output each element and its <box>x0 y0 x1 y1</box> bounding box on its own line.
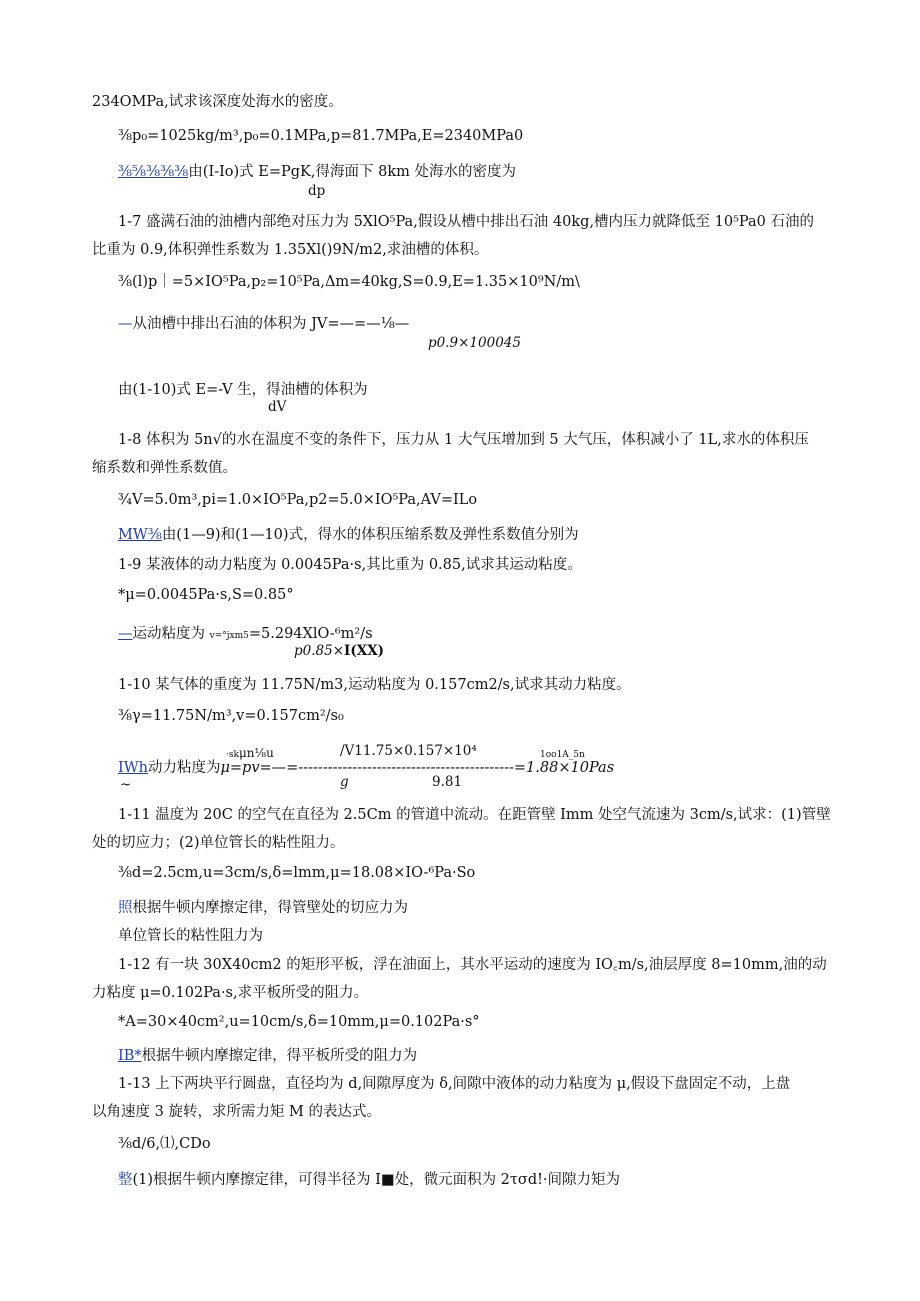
text-line: 由(1-10)式 E=-V 生，得油槽的体积为 <box>118 382 368 398</box>
annotation-mark: 整 <box>118 1172 133 1188</box>
annotation-mark: 照 <box>118 900 133 916</box>
text-span: 动力粘度为 <box>147 760 221 776</box>
text-line: 单位管长的粘性阻力为 <box>118 928 263 944</box>
annotation-mark: MW⅜ <box>118 527 162 543</box>
text-line: *A=30×40cm²,u=10cm/s,δ=10mm,μ=0.102Pa·s° <box>118 1014 480 1030</box>
fraction-denominator: 9.81 <box>432 774 463 790</box>
text-line <box>118 1170 620 1190</box>
text-line: 234OMPa,试求该深度处海水的密度。 <box>92 94 343 110</box>
text-line: ¾V=5.0m³,pi=1.0×IO⁵Pa,p2=5.0×IO⁵Pa,AV=ILo <box>118 492 478 508</box>
text-span: 运动粘度为 <box>132 626 205 642</box>
formula-text: =5.294XlO-⁶m²/s <box>248 626 373 642</box>
text-line: 比重为 0.9,体积弹性系数为 1.35Xl()9N/m2,求油槽的体积。 <box>92 242 489 258</box>
text-line: 缩系数和弹性系数值。 <box>92 460 237 476</box>
text-line: 以角速度 3 旋转，求所需力矩 M 的表达式。 <box>92 1104 382 1120</box>
text-span: (1)根据牛顿内摩擦定律，可得半径为 I■处，微元面积为 2τσd!·间隙力矩为 <box>132 1172 621 1188</box>
fraction-denominator: dp <box>308 183 326 199</box>
formula-small: 1oo1A_5n <box>540 750 585 760</box>
fraction-denominator: g <box>340 774 349 790</box>
formula-small: ·sk <box>226 750 239 760</box>
fraction-numerator: /V11.75×0.157×10⁴ <box>340 743 477 759</box>
text-line <box>118 314 409 334</box>
text-line: 力粘度 μ=0.102Pa·s,求平板所受的阻力。 <box>92 985 369 1001</box>
text-line: 1-13 上下两块平行圆盘，直径均为 d,间隙厚度为 δ,间隙中液体的动力粘度为 μ,假设下盘固定不动，上盘 <box>118 1076 791 1092</box>
text-line <box>118 1046 417 1066</box>
text-span: 由(1—9)和(1—10)式，得水的体积压缩系数及弹性系数值分别为 <box>161 527 579 543</box>
text-line <box>118 525 579 545</box>
text-line: 1-8 体积为 5n√的水在温度不变的条件下，压力从 1 大气压增加到 5 大气压，体积减小了 1L,求水的体积压 <box>118 432 809 448</box>
text-line: ⅜d=2.5cm,u=3cm/s,δ=lmm,μ=18.08×IO-⁶Pa·So <box>118 865 476 881</box>
annotation-mark: — <box>118 626 133 642</box>
formula-small: n⅛u <box>246 746 274 760</box>
text-line: ⅜p₀=1025kg/m³,p₀=0.1MPa,p=81.7MPa,E=2340MPa0 <box>118 128 524 144</box>
text-line <box>118 758 614 778</box>
fraction-denominator: p0.9×100045 <box>428 335 521 351</box>
text-line: ⅜(l)p｜=5×IO⁵Pa,p₂=10⁵Pa,Δm=40kg,S=0.9,E=1.35×10⁹N/m\ <box>118 274 580 290</box>
text-line: 1-9 某液体的动力粘度为 0.0045Pa·s,其比重为 0.85,试求其运动粘度。 <box>118 557 582 573</box>
fraction-denominator <box>294 642 384 660</box>
text-line <box>118 898 408 918</box>
annotation-mark: ⅜⅝⅜⅜⅜ <box>118 164 189 180</box>
formula-text: μ=pv=—=--------------------------------------------=1.88×10Pas <box>220 760 615 776</box>
annotation-mark: IB* <box>118 1048 142 1064</box>
text-span: 根据牛顿内摩擦定律，得平板所受的阻力为 <box>141 1048 418 1064</box>
text-line: ⅜d∕6,⑴,CDo <box>118 1136 211 1152</box>
text-span: 由(I-Io)式 E=PgK,得海面下 8km 处海水的密度为 <box>188 164 516 180</box>
text-line: ⅜γ=11.75N/m³,v=0.157cm²/s₀ <box>118 708 344 724</box>
text-line: 1-7 盛满石油的油槽内部绝对压力为 5XlO⁵Pa,假设从槽中排出石油 40kg,槽内压力就降低至 10⁵Pa0 石油的 <box>118 214 815 230</box>
text-line: *μ=0.0045Pa·s,S=0.85° <box>118 587 294 603</box>
text-line <box>118 162 516 182</box>
formula-small: μ <box>238 746 247 760</box>
text-line: 1-11 温度为 20C 的空气在直径为 2.5Cm 的管道中流动。在距管壁 Imm 处空气流速为 3cm/s,试求：(1)管壁 <box>118 807 831 823</box>
text-span: 根据牛顿内摩擦定律，得管壁处的切应力为 <box>132 900 408 916</box>
annotation-mark: — <box>118 316 133 332</box>
fraction-denominator: dV <box>268 399 287 415</box>
formula-small: ~ <box>120 777 132 793</box>
formula-text: I(XX) <box>344 643 385 659</box>
text-line: 处的切应力；(2)单位管长的粘性阻力。 <box>92 835 345 851</box>
text-line: 1-12 有一块 30X40cm2 的矩形平板，浮在油面上，其水平运动的速度为 IO꜀m/s,油层厚度 8=10mm,油的动 <box>118 957 827 973</box>
text-line: 1-10 某气体的重度为 11.75N/m3,运动粘度为 0.157cm2/s,试求其动力粘度。 <box>118 677 631 693</box>
formula-small: v=°jxm5 <box>209 631 249 641</box>
annotation-mark: IWh <box>118 760 148 776</box>
formula-text: p0.85× <box>294 643 345 659</box>
text-span: 从油槽中排出石油的体积为 JV=—=—⅛— <box>132 316 410 332</box>
